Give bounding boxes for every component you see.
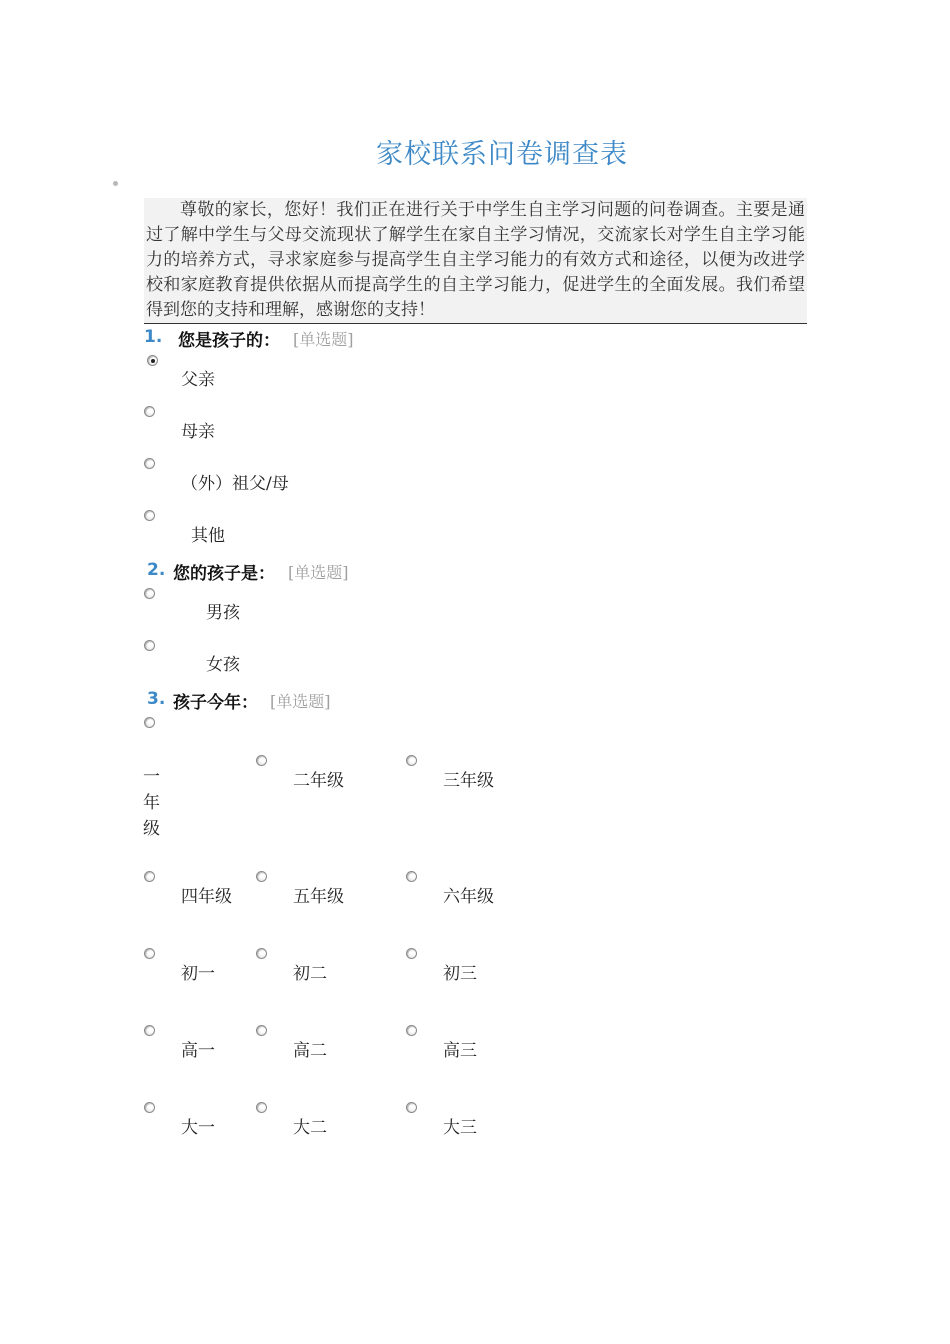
option-label: 五年级 xyxy=(293,887,344,907)
question-2-text: 您的孩子是： xyxy=(173,564,275,584)
option-label: 一年级 xyxy=(143,767,160,839)
radio-q3-option-10[interactable] xyxy=(144,1025,155,1036)
radio-q3-option-9[interactable] xyxy=(406,948,417,959)
question-1-number: 1. xyxy=(144,327,163,347)
option-label: 大一 xyxy=(181,1118,215,1138)
radio-q3-option-4[interactable] xyxy=(144,871,155,882)
option-label: 初三 xyxy=(443,964,477,984)
radio-q3-option-6[interactable] xyxy=(406,871,417,882)
question-2-number: 2. xyxy=(147,560,166,580)
option-label: 母亲 xyxy=(181,422,215,442)
radio-q3-option-11[interactable] xyxy=(256,1025,267,1036)
option-label: 父亲 xyxy=(181,370,215,390)
list-bullet xyxy=(113,181,118,186)
option-label: 其他 xyxy=(191,526,225,546)
radio-q3-option-1[interactable] xyxy=(144,717,155,728)
intro-block xyxy=(144,198,807,324)
option-label: （外）祖父/母 xyxy=(181,474,289,494)
option-label: 六年级 xyxy=(443,887,494,907)
radio-q1-option-3[interactable] xyxy=(144,458,155,469)
question-2-type: [单选题] xyxy=(288,563,349,582)
radio-q2-option-1[interactable] xyxy=(144,588,155,599)
radio-q3-option-8[interactable] xyxy=(256,948,267,959)
option-label: 初二 xyxy=(293,964,327,984)
question-3-text: 孩子今年： xyxy=(173,693,258,713)
intro-text: 尊敬的家长，您好！我们正在进行关于中学生自主学习问题的问卷调查。主要是通过了解中学生与父母交流现状了解学生在家自主学习情况，交流家长对学生自主学习能力的培养方式，寻求家庭参与提高学生自主学习能力的有效方式和途径，以便为改进学校和家庭教育提供依据从而提高学生的自主学习能力，促进学生的全面发展。我们希望得到您的支持和理解，感谢您的支持！ xyxy=(146,200,805,320)
radio-q3-option-15[interactable] xyxy=(406,1102,417,1113)
page-title: 家校联系问卷调查表 xyxy=(376,139,628,170)
option-label: 四年级 xyxy=(181,887,232,907)
option-label: 男孩 xyxy=(206,603,240,623)
option-label: 初一 xyxy=(181,964,215,984)
radio-q3-option-7[interactable] xyxy=(144,948,155,959)
radio-q1-option-2[interactable] xyxy=(144,406,155,417)
question-1-type: [单选题] xyxy=(293,330,354,349)
option-label: 二年级 xyxy=(293,771,344,791)
question-1-text: 您是孩子的： xyxy=(178,331,280,351)
option-label: 大三 xyxy=(443,1118,477,1138)
radio-q1-option-4[interactable] xyxy=(144,510,155,521)
question-3-number: 3. xyxy=(147,689,166,709)
radio-q3-option-2[interactable] xyxy=(256,755,267,766)
radio-q3-option-12[interactable] xyxy=(406,1025,417,1036)
option-label: 高三 xyxy=(443,1041,477,1061)
question-3-type: [单选题] xyxy=(270,692,331,711)
option-label: 三年级 xyxy=(443,771,494,791)
radio-q1-option-1[interactable] xyxy=(147,355,158,366)
option-label: 女孩 xyxy=(206,655,240,675)
radio-q3-option-13[interactable] xyxy=(144,1102,155,1113)
option-label: 高二 xyxy=(293,1041,327,1061)
radio-q2-option-2[interactable] xyxy=(144,640,155,651)
radio-q3-option-3[interactable] xyxy=(406,755,417,766)
option-label: 高一 xyxy=(181,1041,215,1061)
option-label: 大二 xyxy=(293,1118,327,1138)
radio-q3-option-5[interactable] xyxy=(256,871,267,882)
radio-q3-option-14[interactable] xyxy=(256,1102,267,1113)
